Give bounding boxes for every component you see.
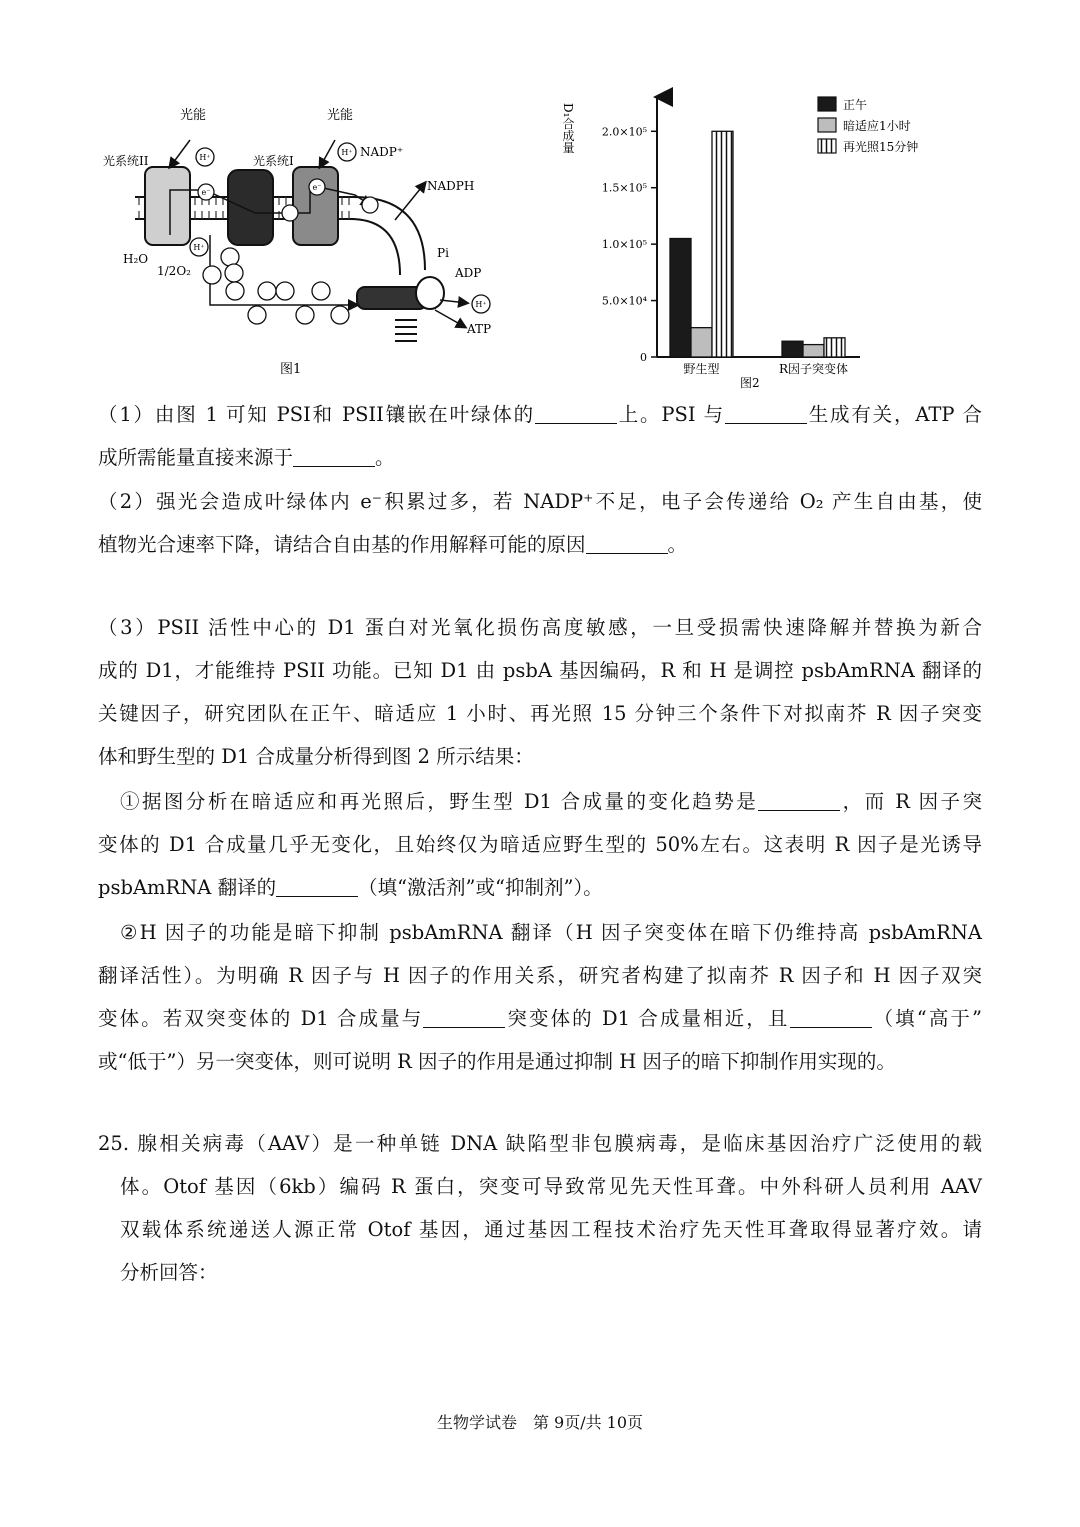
question-3-line-3: 关键因子，研究团队在正午、暗适应 1 小时、再光照 15 分钟三个条件下对拟南芥 R 因子突变 [98,702,982,725]
x-tick-label: R因子突变体 [778,362,849,376]
question-3-2-line-2: 翻译活性）。为明确 R 因子与 H 因子的作用关系，研究者构建了拟南芥 R 因子和 H 因子双突 [98,964,982,987]
question-3-line-1: （3）PSII 活性中心的 D1 蛋白对光氧化损伤高度敏感，一旦受损需快速降解并替换为新合 [98,616,982,639]
atp-label: ATP [467,322,492,336]
h2o-label: H₂O [123,252,149,266]
q2-text-b: 植物光合速率下降，请结合自由基的作用解释可能的原因 [98,533,586,556]
y-axis-label [561,103,575,153]
ps2-label: 光系统II [103,154,149,168]
question-25-line-1: 25. 腺相关病毒（AAV）是一种单链 DNA 缺陷型非包膜病毒，是临床基因治疗广泛使用的载 [98,1132,982,1155]
adp-label: ADP [455,266,482,280]
q3-2-text-b: 突变体的 D1 合成量相近，且 [505,1007,790,1030]
q3-1-text-b: ，而 R 因子突 [840,790,982,813]
legend-swatch [818,118,836,132]
q3-1-text-a: ①据图分析在暗适应和再光照后，野生型 D1 合成量的变化趋势是 [120,790,759,813]
q2-text-a: （2）强光会造成叶绿体内 e⁻积累过多，若 NADP⁺不足，电子会传递给 O₂ 产生自由基，使 [98,490,982,513]
question-1-cont [98,442,982,473]
legend-swatch [818,97,836,111]
y-tick-label: 1.0×10⁵ [601,238,647,252]
figure-2-caption: 图2 [740,376,760,390]
q3-2-text-c: （填“高于” [871,1007,982,1030]
electron-label: e⁻ [312,183,322,192]
o2-label: 1/2O₂ [157,264,191,278]
answer-blank[interactable] [423,1008,505,1029]
y-tick-label: 0 [640,351,647,364]
electron-label: e⁻ [201,188,211,197]
photosystem-2-shape [145,167,190,245]
nadp-label: NADP⁺ [360,145,404,159]
question-3-1-line-3 [98,872,982,903]
y-tick-label: 1.5×10⁵ [601,181,647,195]
legend-label: 暗适应1小时 [843,119,911,133]
figure-2-bar-chart [560,85,940,395]
question-3-2-line-3 [98,1003,982,1034]
question-25-line-3: 双载体系统递送人源正常 Otof 基因，通过基因工程技术治疗先天性耳聋取得显著疗效。请 [120,1218,982,1241]
y-tick-label: 5.0×10⁴ [601,294,647,308]
bar-1-2 [824,338,845,357]
h-ion-label: H⁺ [199,153,211,162]
answer-blank[interactable] [293,447,375,468]
h-ion-label: H⁺ [475,300,487,309]
x-tick-label: 野生型 [683,362,720,376]
q2-text-c: 。 [667,533,688,556]
q1-text-b: 上。PSI 与 [616,403,725,426]
answer-blank[interactable] [725,404,807,425]
answer-blank[interactable] [276,877,358,898]
question-25-line-2: 体。Otof 基因（6kb）编码 R 蛋白，突变可导致常见先天性耳聋。中外科研人员利用 AAV [120,1175,982,1198]
bar-1-0 [782,341,803,357]
legend-swatch [818,139,836,153]
bar-1-1 [803,345,824,357]
q1-text-d: 成所需能量直接来源于 [98,446,294,469]
q3-2-text-a: 变体。若双突变体的 D1 合成量与 [98,1007,424,1030]
question-2 [98,486,982,517]
h-ion-label: H⁺ [341,148,353,157]
q1-text-e: 。 [375,446,395,469]
figure-1-diagram [95,95,515,385]
q1-text-a: （1）由图 1 可知 PSI和 PSII镶嵌在叶绿体的 [98,403,535,426]
figure-1-caption: 图1 [280,362,302,377]
question-3-line-4: 体和野生型的 D1 合成量分析得到图 2 所示结果： [98,745,534,768]
question-3-line-2: 成的 D1，才能维持 PSII 功能。已知 D1 由 psbA 基因编码，R 和 H 是调控 psbAmRNA 翻译的 [98,659,982,682]
answer-blank[interactable] [790,1008,872,1029]
y-axis-title: D₁合成量 [561,103,575,154]
light-label-2: 光能 [327,108,354,123]
bar-0-1 [691,328,712,357]
light-label-1: 光能 [180,108,207,123]
question-2-cont [98,529,982,560]
question-3-1 [120,786,982,817]
h-ion-label: H⁺ [193,243,205,252]
answer-blank[interactable] [758,791,840,812]
cytochrome-complex-shape [228,170,273,245]
legend-label: 再光照15分钟 [843,140,919,154]
nadph-label: NADPH [427,179,475,193]
question-3-1-line-2: 变体的 D1 合成量几乎无变化，且始终仅为暗适应野生型的 50%左右。这表明 R 因子是光诱导 [98,833,982,856]
answer-blank[interactable] [535,404,617,425]
q3-1-text-c: psbAmRNA 翻译的 [98,876,277,899]
ps1-label: 光系统I [253,154,294,168]
answer-blank[interactable] [586,534,668,555]
pi-label: Pi [437,246,449,260]
question-3-2-line-1: ②H 因子的功能是暗下抑制 psbAmRNA 翻译（H 因子突变体在暗下仍维持高 psbAmRNA [120,921,982,944]
question-25 [98,1128,982,1288]
question-25-line-4: 分析回答： [120,1261,218,1284]
bar-0-0 [670,239,691,358]
y-tick-label: 2.0×10⁵ [601,125,647,139]
q1-text-c: 生成有关，ATP 合 [806,403,982,426]
legend-label: 正午 [843,98,868,112]
q3-1-text-d: （填“激活剂”或“抑制剂”）。 [358,876,603,899]
page-footer: 生物学试卷 第 9页/共 10页 [436,1413,644,1432]
bar-0-2 [712,131,733,357]
question-1 [98,399,982,430]
question-3-2-line-4: 或“低于”）另一突变体，则可说明 R 因子的作用是通过抑制 H 因子的暗下抑制作用实现的。 [98,1050,896,1073]
